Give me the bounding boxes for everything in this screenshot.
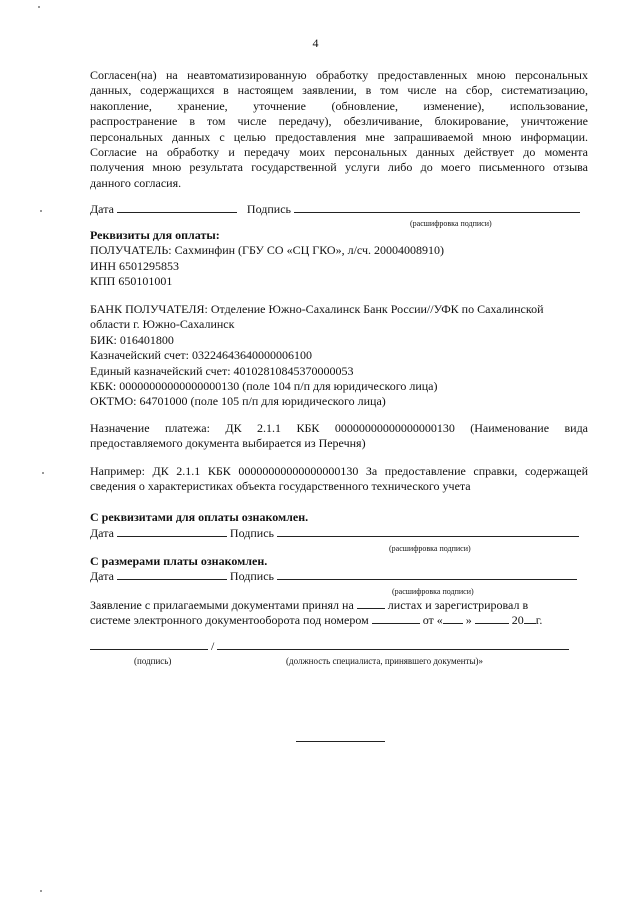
day-field[interactable] bbox=[443, 612, 463, 624]
position-caption: (должность специалиста, принявшего документы)» bbox=[286, 656, 484, 666]
scan-speck bbox=[40, 210, 42, 212]
scan-speck bbox=[40, 890, 42, 892]
year-suffix: г. bbox=[535, 613, 543, 627]
ack-requisites-title: С реквизитами для оплаты ознакомлен. bbox=[90, 510, 309, 524]
accepted-line-1 bbox=[90, 597, 528, 613]
scan-speck bbox=[42, 472, 44, 474]
payment-example bbox=[90, 464, 588, 495]
oktmo-line: ОКТМО: 64701000 (поле 105 п/п для юридического лица) bbox=[90, 394, 386, 409]
payment-purpose bbox=[90, 421, 588, 452]
kpp-line: КПП 650101001 bbox=[90, 274, 173, 289]
bik-line: БИК: 016401800 bbox=[90, 332, 174, 347]
end-divider bbox=[296, 741, 385, 742]
accepted-line-2 bbox=[90, 612, 542, 628]
date-label: Дата bbox=[90, 202, 114, 216]
signature-field[interactable] bbox=[277, 525, 579, 537]
date-label: Дата bbox=[90, 569, 114, 583]
date-field[interactable] bbox=[117, 201, 237, 213]
consent-line: данных, содержащихся в настоящем заявлении, в том числе на сбор, систематизацию, bbox=[90, 83, 588, 98]
year-prefix: 20 bbox=[511, 613, 524, 627]
signature-field[interactable] bbox=[294, 201, 580, 213]
consent-line: персональных данных с целью предоставления мне запрашиваемой мною информации. bbox=[90, 129, 588, 144]
page-number: 4 bbox=[312, 36, 319, 50]
signature-caption: (расшифровка подписи) bbox=[410, 219, 492, 228]
signature-row-1 bbox=[90, 201, 580, 217]
date-field[interactable] bbox=[117, 525, 227, 537]
bank-line: БАНК ПОЛУЧАТЕЛЯ: Отделение Южно-Сахалинск Банк России//УФК по Сахалинской bbox=[90, 302, 544, 316]
signature-caption: (расшифровка подписи) bbox=[392, 587, 474, 596]
inn-line: ИНН 6501295853 bbox=[90, 258, 179, 273]
consent-line: Согласие на обработку и передачу моих персональных данных действует до момента bbox=[90, 145, 588, 160]
year-field[interactable] bbox=[524, 612, 536, 624]
specialist-signature-field[interactable] bbox=[90, 638, 208, 650]
ack-requisites-row bbox=[90, 525, 579, 541]
separator-slash: / bbox=[211, 639, 215, 653]
accepted-text: листах и зарегистрировал в bbox=[387, 598, 529, 612]
sheets-count-field[interactable] bbox=[357, 597, 385, 609]
final-signature-row bbox=[90, 638, 569, 654]
signature-label: Подпись bbox=[229, 526, 274, 540]
example-line: Например: ДК 2.1.1 КБК 00000000000000000130 За предоставление справки, содержащей bbox=[90, 464, 588, 478]
date-close-quote: » bbox=[465, 613, 472, 627]
signature-label: Подпись bbox=[229, 569, 274, 583]
recipient-line: ПОЛУЧАТЕЛЬ: Сахминфин (ГБУ СО «СЦ ГКО», л/сч. 20004008910) bbox=[90, 243, 445, 258]
specialist-position-field[interactable] bbox=[217, 638, 569, 650]
consent-line: данного согласия. bbox=[90, 175, 182, 190]
purpose-line: Назначение платежа: ДК 2.1.1 КБК 00000000000000000130 (Наименование вида bbox=[90, 421, 588, 435]
signature-field[interactable] bbox=[277, 568, 577, 580]
date-label: Дата bbox=[90, 526, 114, 540]
consent-line: накопление, хранение, уточнение (обновление, изменение), использование, bbox=[90, 98, 588, 113]
date-field[interactable] bbox=[117, 568, 227, 580]
accepted-text: системе электронного документооборота под номером bbox=[90, 613, 369, 627]
consent-line: получения мною результата государственной услуги либо до моего письменного отзыва bbox=[90, 160, 588, 175]
bank-block bbox=[90, 302, 588, 410]
bank-line: области г. Южно-Сахалинск bbox=[90, 317, 235, 332]
accepted-text: Заявление с прилагаемыми документами принял на bbox=[90, 598, 354, 612]
purpose-line: предоставляемого документа выбирается из Перечня) bbox=[90, 436, 366, 451]
ack-fees-title: С размерами платы ознакомлен. bbox=[90, 554, 268, 568]
consent-line: распространение в том числе передачу), обезличивание, блокирование, уничтожение bbox=[90, 114, 588, 129]
treasury-account-line: Казначейский счет: 03224643640000006100 bbox=[90, 348, 312, 363]
ack-fees-row bbox=[90, 568, 577, 584]
signature-label: Подпись bbox=[246, 202, 291, 216]
requisites-title: Реквизиты для оплаты: bbox=[90, 228, 220, 242]
consent-paragraph bbox=[90, 68, 588, 191]
consent-line: Согласен(на) на неавтоматизированную обработку предоставленных мною персональных bbox=[90, 68, 588, 82]
single-treasury-account-line: Единый казначейский счет: 40102810845370000053 bbox=[90, 363, 354, 378]
scan-speck bbox=[38, 6, 40, 8]
month-field[interactable] bbox=[475, 612, 509, 624]
requisites-block bbox=[90, 228, 588, 290]
signature-caption: (подпись) bbox=[134, 656, 172, 666]
example-line: сведения о характеристиках объекта государственного технического учета bbox=[90, 479, 471, 494]
signature-caption: (расшифровка подписи) bbox=[389, 544, 471, 553]
kbk-line: КБК: 00000000000000000130 (поле 104 п/п для юридического лица) bbox=[90, 379, 438, 394]
registration-number-field[interactable] bbox=[372, 612, 420, 624]
date-open-quote: от « bbox=[422, 613, 443, 627]
